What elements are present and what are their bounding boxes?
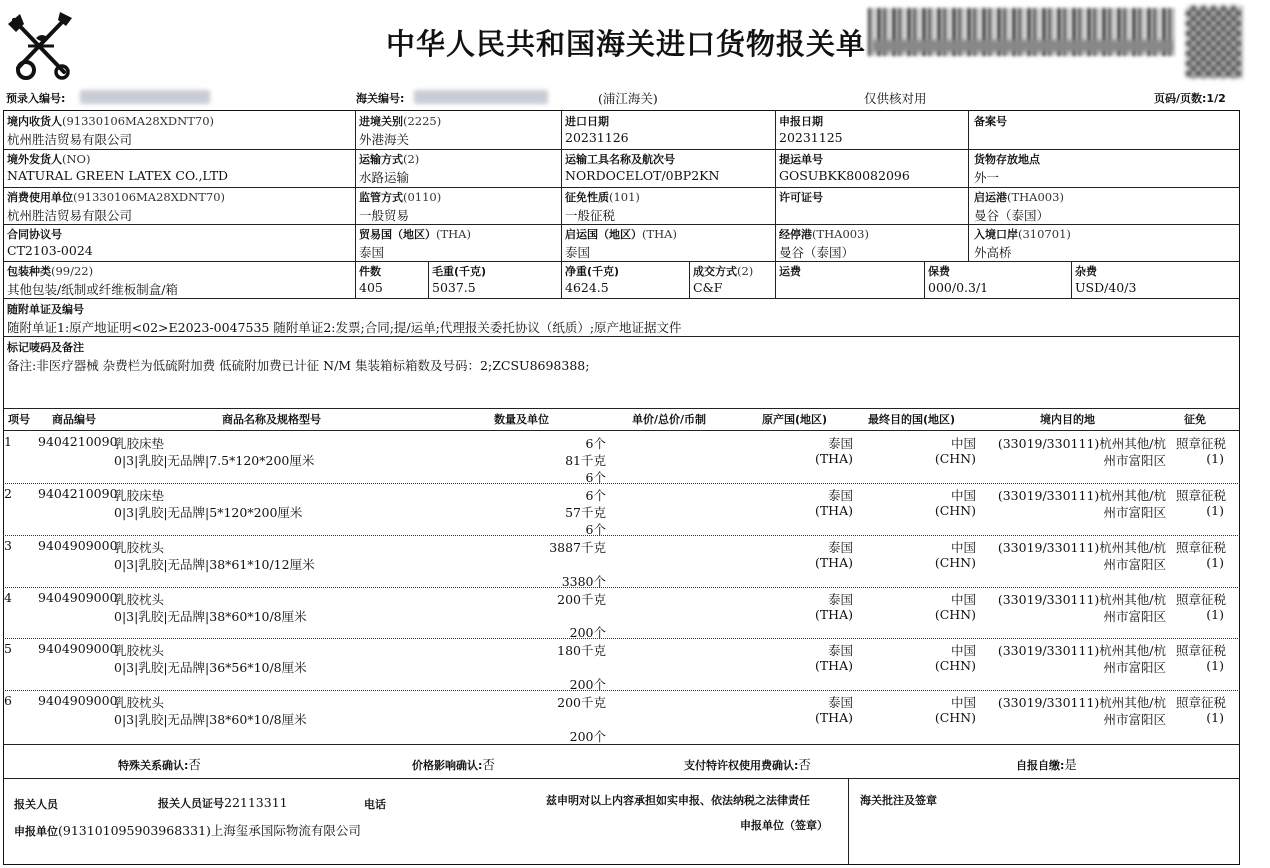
user-code: (91330106MA28XDNT70) xyxy=(73,190,225,204)
misc-label: 杂费 xyxy=(1075,265,1097,278)
item-qty-3: 200个 xyxy=(569,729,606,744)
item-levy-code: (1) xyxy=(1206,555,1224,570)
declarant-cert-label: 报关人员证号 xyxy=(158,797,224,810)
departure-port-value: 曼谷（泰国） xyxy=(974,208,1050,223)
declarant-cert-value: 22113311 xyxy=(224,795,288,810)
item-code: 9404909000 xyxy=(38,693,118,708)
item-qty-1: 6个 xyxy=(585,436,606,451)
item-levy-code: (1) xyxy=(1206,607,1224,622)
item-spec: 0|3|乳胶|无品牌|7.5*120*200厘米 xyxy=(114,453,315,468)
transport-mode-value: 水路运输 xyxy=(359,170,410,185)
item-levy: 照章征税 xyxy=(1175,488,1226,503)
qr-code xyxy=(1186,6,1242,78)
declare-unit-code: (913101095903968331) xyxy=(58,823,211,838)
insurance-label: 保费 xyxy=(928,265,950,278)
item-levy: 照章征税 xyxy=(1175,436,1226,451)
pre-entry-label: 预录入编号: xyxy=(6,92,66,105)
vessel-label: 运输工具名称及航次号 xyxy=(565,153,675,166)
verify-note: 仅供核对用 xyxy=(864,91,927,106)
col-header-no: 项号 xyxy=(8,413,30,426)
item-domestic-2: 州市富阳区 xyxy=(1103,453,1166,468)
declare-date-value: 20231125 xyxy=(779,130,843,145)
item-dest: 中国 xyxy=(950,540,976,555)
col-header-origin: 原产国(地区) xyxy=(762,413,828,426)
departure-country-label: 启运国（地区） xyxy=(565,228,642,241)
entry-port-value: 外高桥 xyxy=(974,245,1012,260)
stop-port-value: 曼谷（泰国） xyxy=(779,245,855,260)
net-value: 4624.5 xyxy=(565,280,609,295)
col-header-qty: 数量及单位 xyxy=(494,413,549,426)
item-origin-code: (THA) xyxy=(814,710,853,725)
item-code: 9404909000 xyxy=(38,538,118,553)
consignee-label: 境内收货人 xyxy=(7,115,62,128)
net-label: 净重(千克) xyxy=(565,265,620,278)
item-name: 乳胶床垫 xyxy=(114,488,165,503)
item-dest-code: (CHN) xyxy=(934,555,976,570)
port-label: 进境关别 xyxy=(359,115,403,128)
item-origin-code: (THA) xyxy=(814,555,853,570)
item-origin-code: (THA) xyxy=(814,451,853,466)
terms-code: (2) xyxy=(737,264,754,278)
misc-value: USD/40/3 xyxy=(1075,280,1137,295)
customs-number xyxy=(414,90,548,104)
item-levy: 照章征税 xyxy=(1175,643,1226,658)
item-domestic-2: 州市富阳区 xyxy=(1103,557,1166,572)
item-qty-1: 180千克 xyxy=(557,643,606,658)
item-qty-3: 6个 xyxy=(585,470,606,485)
declare-date-label: 申报日期 xyxy=(779,115,823,128)
item-dest: 中国 xyxy=(950,643,976,658)
col-header-levy: 征免 xyxy=(1184,413,1206,426)
shipper-label: 境外发货人 xyxy=(7,153,62,166)
price-impact-value: 否 xyxy=(482,757,495,772)
legal-statement: 兹申明对以上内容承担如实申报、依法纳税之法律责任 xyxy=(546,794,810,807)
user-value: 杭州胜洁贸易有限公司 xyxy=(7,208,133,223)
item-qty-3: 6个 xyxy=(585,522,606,537)
contract-label: 合同协议号 xyxy=(7,228,62,241)
trade-country-code: (THA) xyxy=(436,227,471,241)
record-no-label: 备案号 xyxy=(974,115,1007,128)
item-qty-1: 200千克 xyxy=(557,592,606,607)
item-domestic-2: 州市富阳区 xyxy=(1103,609,1166,624)
col-header-dest: 最终目的国(地区) xyxy=(868,413,956,426)
terms-value: C&F xyxy=(693,280,723,295)
item-name: 乳胶枕头 xyxy=(114,540,165,555)
special-relation-label: 特殊关系确认: xyxy=(118,759,189,772)
price-impact-label: 价格影响确认: xyxy=(412,759,483,772)
item-dest-code: (CHN) xyxy=(934,451,976,466)
supervision-value: 一般贸易 xyxy=(359,208,410,223)
port-code: (2225) xyxy=(403,114,442,128)
item-qty-2: 57千克 xyxy=(565,505,606,520)
item-qty-3: 3380个 xyxy=(561,574,606,589)
freight-label: 运费 xyxy=(779,265,801,278)
item-domestic: (33019/330111)杭州其他/杭 xyxy=(997,436,1166,451)
col-header-domestic: 境内目的地 xyxy=(1040,413,1095,426)
storage-label: 货物存放地点 xyxy=(974,153,1040,166)
pre-entry-number xyxy=(80,90,210,104)
customs-approval-label: 海关批注及签章 xyxy=(860,794,937,807)
bl-value: GOSUBKK80082096 xyxy=(779,168,910,183)
barcode-number xyxy=(872,40,1172,52)
license-label: 许可证号 xyxy=(779,191,823,204)
item-spec: 0|3|乳胶|无品牌|38*60*10/8厘米 xyxy=(114,609,307,624)
shipper-code: (NO) xyxy=(62,152,91,166)
item-no: 4 xyxy=(4,590,12,605)
item-domestic: (33019/330111)杭州其他/杭 xyxy=(997,488,1166,503)
entry-port-label: 入境口岸 xyxy=(974,228,1018,241)
transport-mode-label: 运输方式 xyxy=(359,153,403,166)
item-code: 9404210090 xyxy=(38,434,118,449)
marks-label: 标记唛码及备注 xyxy=(7,341,84,354)
item-qty-3: 200个 xyxy=(569,677,606,692)
item-origin: 泰国 xyxy=(827,695,853,710)
item-name: 乳胶床垫 xyxy=(114,436,165,451)
item-dest-code: (CHN) xyxy=(934,710,976,725)
item-domestic: (33019/330111)杭州其他/杭 xyxy=(997,695,1166,710)
item-levy-code: (1) xyxy=(1206,503,1224,518)
levy-value: 一般征税 xyxy=(565,208,616,223)
trade-country-value: 泰国 xyxy=(359,245,385,260)
item-origin: 泰国 xyxy=(827,488,853,503)
item-qty-1: 6个 xyxy=(585,488,606,503)
item-origin-code: (THA) xyxy=(814,658,853,673)
item-domestic: (33019/330111)杭州其他/杭 xyxy=(997,643,1166,658)
item-no: 6 xyxy=(4,693,12,708)
vessel-value: NORDOCELOT/0BP2KN xyxy=(565,168,720,183)
transport-mode-code: (2) xyxy=(403,152,420,166)
item-domestic-2: 州市富阳区 xyxy=(1103,505,1166,520)
item-dest: 中国 xyxy=(950,695,976,710)
item-domestic-2: 州市富阳区 xyxy=(1103,660,1166,675)
declarant-label: 报关人员 xyxy=(14,798,58,811)
item-spec: 0|3|乳胶|无品牌|5*120*200厘米 xyxy=(114,505,303,520)
item-origin-code: (THA) xyxy=(814,607,853,622)
item-spec: 0|3|乳胶|无品牌|38*60*10/8厘米 xyxy=(114,712,307,727)
item-levy: 照章征税 xyxy=(1175,540,1226,555)
item-origin: 泰国 xyxy=(827,540,853,555)
storage-value: 外一 xyxy=(974,170,1000,185)
entry-port-code: (310701) xyxy=(1018,227,1071,241)
docs-value: 随附单证1:原产地证明<02>E2023-0047535 随附单证2:发票;合同;提/运单;代理报关委托协议（纸质）;原产地证据文件 xyxy=(7,320,682,335)
item-dest-code: (CHN) xyxy=(934,607,976,622)
docs-label: 随附单证及编号 xyxy=(7,303,84,316)
item-name: 乳胶枕头 xyxy=(114,643,165,658)
declare-unit-value: 上海玺承国际物流有限公司 xyxy=(210,823,361,838)
declare-unit-label: 申报单位 xyxy=(14,825,58,838)
item-no: 2 xyxy=(4,486,12,501)
item-dest-code: (CHN) xyxy=(934,658,976,673)
special-relation-value: 否 xyxy=(188,757,201,772)
consignee-value: 杭州胜洁贸易有限公司 xyxy=(7,132,133,147)
departure-country-value: 泰国 xyxy=(565,245,591,260)
item-dest: 中国 xyxy=(950,488,976,503)
self-pay-label: 自报自缴: xyxy=(1016,759,1065,772)
item-name: 乳胶枕头 xyxy=(114,592,165,607)
item-origin: 泰国 xyxy=(827,643,853,658)
seal-label: 申报单位（签章） xyxy=(740,819,828,832)
col-header-price: 单价/总价/币制 xyxy=(632,413,707,426)
levy-label: 征免性质 xyxy=(565,191,609,204)
item-spec: 0|3|乳胶|无品牌|38*61*10/12厘米 xyxy=(114,557,315,572)
item-domestic-2: 州市富阳区 xyxy=(1103,712,1166,727)
package-label: 包装种类 xyxy=(7,265,51,278)
item-qty-2: 81千克 xyxy=(565,453,606,468)
item-levy-code: (1) xyxy=(1206,451,1224,466)
item-domestic: (33019/330111)杭州其他/杭 xyxy=(997,540,1166,555)
customs-no-label: 海关编号: xyxy=(356,92,405,105)
departure-country-code: (THA) xyxy=(642,227,677,241)
item-no: 5 xyxy=(4,641,12,656)
item-qty-3: 200个 xyxy=(569,625,606,640)
item-dest: 中国 xyxy=(950,592,976,607)
item-name: 乳胶枕头 xyxy=(114,695,165,710)
item-qty-1: 3887千克 xyxy=(549,540,606,555)
royalty-label: 支付特许权使用费确认: xyxy=(684,759,799,772)
item-domestic: (33019/330111)杭州其他/杭 xyxy=(997,592,1166,607)
import-date-value: 20231126 xyxy=(565,130,629,145)
item-levy: 照章征税 xyxy=(1175,592,1226,607)
import-date-label: 进口日期 xyxy=(565,115,609,128)
item-dest-code: (CHN) xyxy=(934,503,976,518)
item-levy: 照章征税 xyxy=(1175,695,1226,710)
item-origin: 泰国 xyxy=(827,436,853,451)
consignee-code: (91330106MA28XDNT70) xyxy=(62,114,214,128)
package-value: 其他包装/纸制或纤维板制盒/箱 xyxy=(7,282,178,297)
port-value: 外港海关 xyxy=(359,132,410,147)
item-levy-code: (1) xyxy=(1206,710,1224,725)
gross-label: 毛重(千克) xyxy=(432,265,487,278)
royalty-value: 否 xyxy=(798,757,811,772)
trade-country-label: 贸易国（地区） xyxy=(359,228,436,241)
self-pay-value: 是 xyxy=(1064,757,1077,772)
item-no: 1 xyxy=(4,434,12,449)
stop-port-label: 经停港 xyxy=(779,228,812,241)
page-number: 页码/页数:1/2 xyxy=(1154,92,1226,105)
shipper-value: NATURAL GREEN LATEX CO.,LTD xyxy=(7,168,229,183)
supervision-code: (0110) xyxy=(403,190,442,204)
item-qty-1: 200千克 xyxy=(557,695,606,710)
package-code: (99/22) xyxy=(51,264,94,278)
item-code: 9404909000 xyxy=(38,590,118,605)
item-origin: 泰国 xyxy=(827,592,853,607)
insurance-value: 000/0.3/1 xyxy=(928,280,989,295)
item-spec: 0|3|乳胶|无品牌|36*56*10/8厘米 xyxy=(114,660,307,675)
contract-value: CT2103-0024 xyxy=(7,243,93,258)
item-code: 9404210090 xyxy=(38,486,118,501)
user-label: 消费使用单位 xyxy=(7,191,73,204)
item-dest: 中国 xyxy=(950,436,976,451)
col-header-name: 商品名称及规格型号 xyxy=(222,413,321,426)
stop-port-code: (THA003) xyxy=(812,227,869,241)
pieces-label: 件数 xyxy=(359,265,381,278)
bl-label: 提运单号 xyxy=(779,153,823,166)
supervision-label: 监管方式 xyxy=(359,191,403,204)
levy-code: (101) xyxy=(609,190,640,204)
departure-port-label: 启运港 xyxy=(974,191,1007,204)
col-header-code: 商品编号 xyxy=(52,413,96,426)
customs-office: (浦江海关) xyxy=(598,91,658,106)
item-code: 9404909000 xyxy=(38,641,118,656)
item-no: 3 xyxy=(4,538,12,553)
phone-label: 电话 xyxy=(364,798,386,811)
gross-value: 5037.5 xyxy=(432,280,476,295)
terms-label: 成交方式 xyxy=(693,265,737,278)
page-title: 中华人民共和国海关进口货物报关单 xyxy=(386,27,867,61)
item-levy-code: (1) xyxy=(1206,658,1224,673)
departure-port-code: (THA003) xyxy=(1007,190,1064,204)
marks-value: 备注:非医疗器械 杂费栏为低硫附加费 低硫附加费已计征 N/M 集装箱标箱数及号码：2;ZCSU8698388; xyxy=(7,358,590,373)
item-origin-code: (THA) xyxy=(814,503,853,518)
pieces-value: 405 xyxy=(359,280,383,295)
customs-emblem-icon xyxy=(6,10,76,82)
